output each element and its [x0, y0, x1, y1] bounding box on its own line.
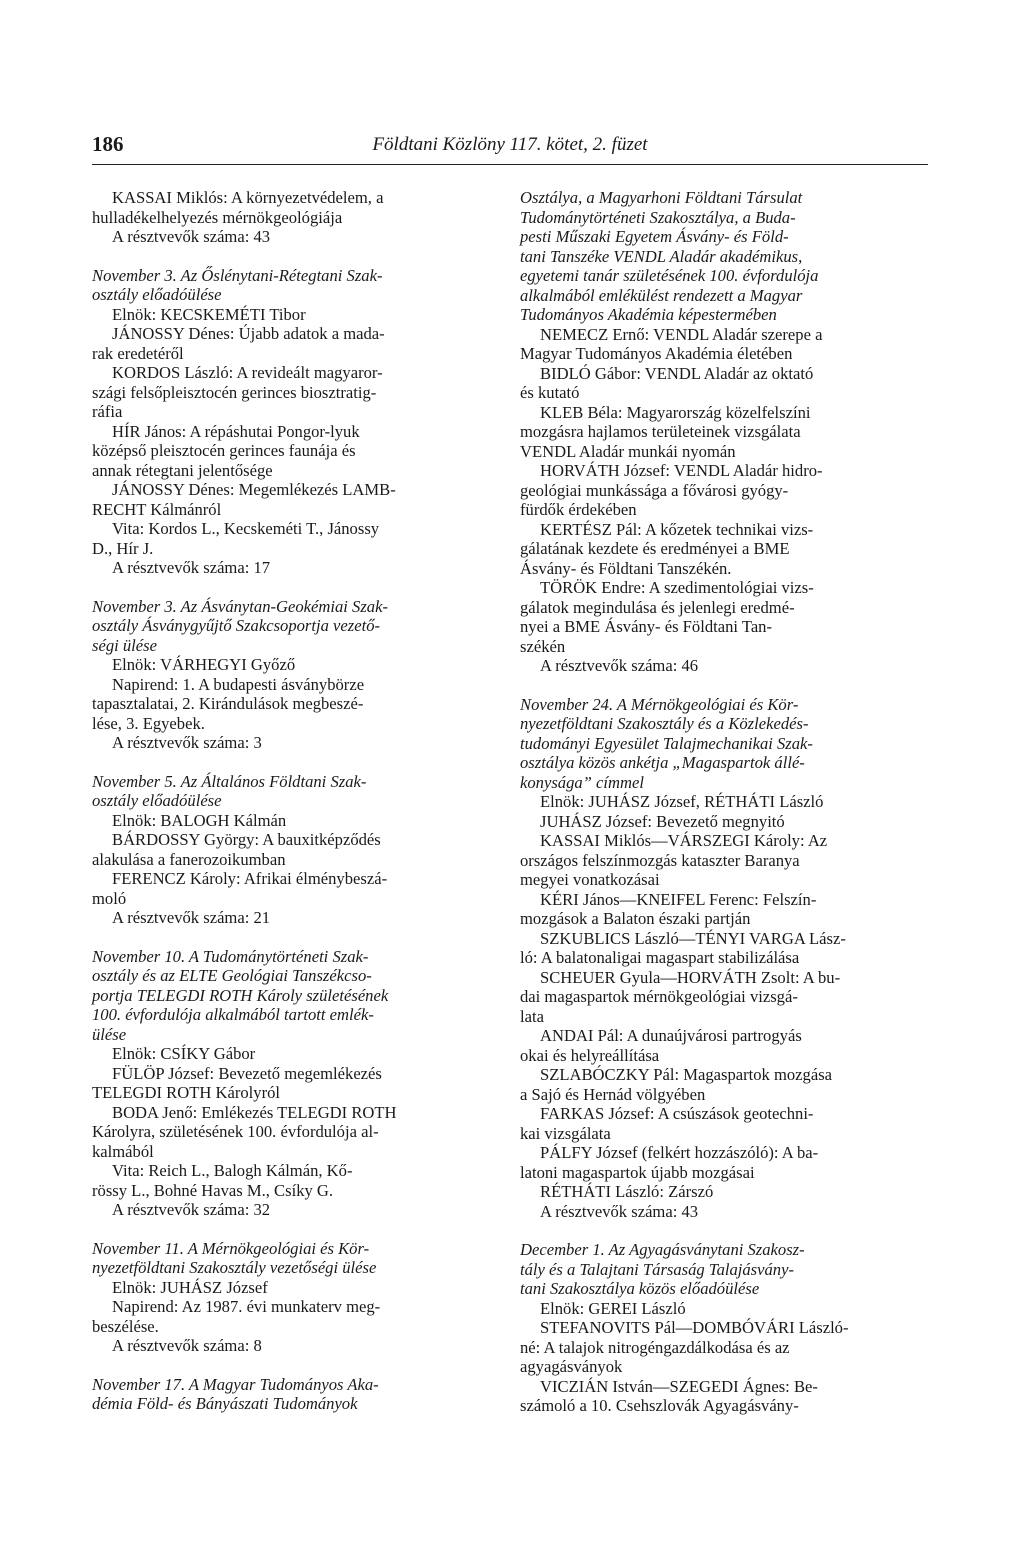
event-heading-line: osztály és az ELTE Geológiai Tanszékcso- [92, 966, 372, 985]
text-line: TÖRÖK Endre: A szedimentológiai vizs- [540, 578, 814, 597]
text-line: BODA Jenő: Emlékezés TELEGDI ROTH [112, 1102, 397, 1122]
text-line: NEMECZ Ernő: VENDL Aladár szerepe a [540, 324, 823, 344]
text-line: A résztvevők száma: 46 [540, 656, 699, 675]
text-line: Napirend: 1. A budapesti ásványbörze [112, 674, 365, 694]
entry-spacer [92, 578, 500, 597]
entry-spacer [92, 247, 500, 266]
text-line: megyei vonatkozásai [520, 870, 660, 889]
text-line: gálatának kezdete és eredményei a BME [520, 539, 790, 558]
event-heading-line: osztálya közös ankétja „Magaspartok állé- [520, 753, 805, 772]
text-line: alakulása a fanerozoikumban [92, 849, 286, 869]
right-column [520, 188, 928, 1416]
event-heading-line: December 1. Az Agyagásványtani Szakosz- [520, 1240, 805, 1259]
text-line: Elnök: BALOGH Kálmán [112, 810, 287, 830]
event-heading-line: pesti Műszaki Egyetem Ásvány- és Föld- [520, 227, 789, 246]
event-heading-line: Osztálya, a Magyarhoni Földtani Társulat [520, 188, 803, 207]
event-heading-line: tály és a Talajtani Társaság Talajásvány- [520, 1259, 794, 1279]
event-heading-line: ülése [92, 1024, 127, 1044]
text-line: annak rétegtani jelentősége [92, 460, 273, 480]
text-line: latoni magaspartok újabb mozgásai [520, 1162, 755, 1182]
event-heading-line: nyezetföldtani Szakosztály és a Közlekedés- [520, 714, 809, 733]
text-line: Elnök: JUHÁSZ József [112, 1277, 268, 1297]
text-line: HÍR János: A répáshutai Pongor-lyuk [112, 421, 360, 441]
text-line: KASSAI Miklós: A környezetvédelem, a [112, 188, 384, 207]
text-line: FÜLÖP József: Bevezető megemlékezés [112, 1063, 382, 1083]
text-line: JÁNOSSY Dénes: Újabb adatok a mada- [112, 324, 385, 343]
text-line: STEFANOVITS Pál—DOMBÓVÁRI László- [540, 1318, 849, 1337]
text-line: és kutató [520, 383, 580, 402]
text-line: KÉRI János—KNEIFEL Ferenc: Felszín- [540, 889, 817, 909]
text-line: A résztvevők száma: 21 [112, 908, 271, 927]
event-heading-line: 100. évfordulója alkalmából tartott emlék- [92, 1005, 374, 1024]
text-line: ráfia [92, 402, 123, 421]
text-line: Elnök: CSÍKY Gábor [112, 1044, 256, 1063]
text-line: moló [92, 888, 127, 908]
event-heading-line: November 10. A Tudománytörténeti Szak- [92, 946, 369, 966]
entry-spacer [92, 928, 500, 947]
event-heading-line: démia Föld- és Bányászati Tudományok [92, 1394, 358, 1413]
text-line: A résztvevők száma: 8 [112, 1336, 262, 1355]
text-line: dai magaspartok mérnökgeológiai vizsgá- [520, 987, 798, 1006]
event-heading-line: tudományi Egyesület Talajmechanikai Szak- [520, 733, 813, 753]
text-line: szági felsőpleisztocén gerinces biosztratig- [92, 382, 377, 402]
entry-spacer [92, 1356, 500, 1375]
text-line: ló: A balatonaligai magaspart stabilizálása [520, 948, 800, 967]
text-line: RÉTHÁTI László: Zárszó [540, 1182, 714, 1201]
text-line: HORVÁTH József: VENDL Aladár hidro- [540, 461, 823, 480]
text-line: KLEB Béla: Magyarország közelfelszíni [540, 402, 811, 422]
text-line: Károlyra, születésének 100. évfordulója al- [92, 1122, 379, 1141]
text-line: agyagásványok [520, 1357, 623, 1376]
text-line: fürdők érdekében [520, 500, 637, 519]
text-line: Elnök: VÁRHEGYI Győző [112, 655, 296, 674]
text-line: számoló a 10. Csehszlovák Agyagásvány- [520, 1396, 799, 1415]
entry-spacer [520, 676, 928, 695]
text-line: lése, 3. Egyebek. [92, 713, 205, 733]
event-heading-line: tani Tanszéke VENDL Aladár akadémikus, [520, 246, 803, 266]
text-line: Magyar Tudományos Akadémia életében [520, 344, 793, 363]
event-heading-line: tani Szakosztálya közös előadóülése [520, 1279, 760, 1298]
text-line: SCHEUER Gyula—HORVÁTH Zsolt: A bu- [540, 967, 841, 987]
text-line: JÁNOSSY Dénes: Megemlékezés LAMB- [112, 480, 396, 499]
text-line: Elnök: KECSKEMÉTI Tibor [112, 304, 306, 324]
text-line: PÁLFY József (felkért hozzászóló): A ba- [540, 1143, 819, 1162]
event-heading-line: November 24. A Mérnökgeológiai és Kör- [520, 694, 799, 714]
event-heading-line: November 3. Az Ásványtan-Geokémiai Szak- [92, 596, 388, 616]
text-line: kalmából [92, 1141, 154, 1161]
event-heading-line: osztály előadóülése [92, 791, 222, 810]
text-line: A résztvevők száma: 3 [112, 733, 262, 752]
text-line: a Sajó és Hernád völgyében [520, 1084, 706, 1104]
text-line: KERTÉSZ Pál: A kőzetek technikai vizs- [540, 519, 814, 539]
entry-spacer [92, 1220, 500, 1239]
event-heading-line: alkalmából emlékülést rendezett a Magyar [520, 285, 803, 305]
text-line: Vita: Reich L., Balogh Kálmán, Kő- [112, 1161, 353, 1180]
page-number: 186 [92, 132, 124, 156]
text-line: hulladékelhelyezés mérnökgeológiája [92, 207, 343, 227]
text-line: okai és helyreállítása [520, 1045, 660, 1065]
text-line: A résztvevők száma: 32 [112, 1200, 271, 1219]
text-line: lata [520, 1006, 544, 1026]
text-line: Elnök: GEREI László [540, 1298, 686, 1318]
event-heading-line: nyezetföldtani Szakosztály vezetőségi ülése [92, 1258, 377, 1277]
event-heading-line: November 11. A Mérnökgeológiai és Kör- [92, 1238, 370, 1258]
text-line: beszélése. [92, 1316, 159, 1336]
text-line: né: A talajok nitrogéngazdálkodása és az [520, 1337, 790, 1357]
event-heading-line: konysága” címmel [520, 772, 644, 792]
text-line: mozgásra hajlamos területeinek vizsgálata [520, 422, 801, 441]
text-line: BÁRDOSSY György: A bauxitképződés [112, 830, 381, 849]
text-line: nyei a BME Ásvány- és Földtani Tan- [520, 617, 773, 636]
text-line: D., Hír J. [92, 538, 154, 558]
text-line: gálatok megindulása és jelenlegi eredmé- [520, 597, 795, 617]
text-line: FERENCZ Károly: Afrikai élménybeszá- [112, 869, 388, 888]
entry-spacer [520, 1221, 928, 1240]
text-line: VENDL Aladár munkái nyomán [520, 441, 736, 461]
text-line: TELEGDI ROTH Károlyról [92, 1083, 281, 1102]
event-heading-line: osztály előadóülése [92, 285, 222, 304]
event-heading-line: November 3. Az Őslénytani-Rétegtani Szak- [92, 265, 383, 285]
event-heading-line: portja TELEGDI ROTH Károly születésének [92, 985, 389, 1005]
text-line: KASSAI Miklós—VÁRSZEGI Károly: Az [540, 831, 828, 850]
text-line: Ásvány- és Földtani Tanszékén. [520, 558, 732, 578]
text-line: középső pleisztocén gerinces faunája és [92, 441, 356, 460]
event-heading-line: egyetemi tanár születésének 100. évfordulója [520, 266, 819, 285]
event-heading-line: ségi ülése [92, 635, 157, 655]
text-line: ANDAI Pál: A dunaújvárosi partrogyás [540, 1026, 802, 1045]
text-line: SZLABÓCZKY Pál: Magaspartok mozgása [540, 1065, 833, 1084]
text-line: FARKAS József: A csúszások geotechni- [540, 1104, 814, 1123]
text-line: A résztvevők száma: 43 [540, 1201, 699, 1221]
text-line: RECHT Kálmánról [92, 499, 222, 519]
text-line: országos felszínmozgás kataszter Baranya [520, 850, 800, 870]
text-line: KORDOS László: A revideált magyaror- [112, 363, 383, 382]
text-line: rak eredetéről [92, 343, 184, 363]
text-line: A résztvevők száma: 17 [112, 558, 271, 577]
event-heading-line: Tudománytörténeti Szakosztálya, a Buda- [520, 207, 796, 227]
running-title: Földtani Közlöny 117. kötet, 2. füzet [372, 134, 648, 155]
text-line: székén [520, 636, 566, 656]
text-line: geológiai munkássága a fővárosi gyógy- [520, 480, 789, 500]
text-line: A résztvevők száma: 43 [112, 227, 271, 246]
text-line: Napirend: Az 1987. évi munkaterv meg- [112, 1297, 381, 1316]
text-line: tapasztalatai, 2. Kirándulások megbeszé- [92, 694, 364, 713]
text-line: BIDLÓ Gábor: VENDL Aladár az oktató [540, 363, 814, 383]
event-heading-line: osztály Ásványgyűjtő Szakcsoportja vezető- [92, 616, 381, 635]
page-header [92, 124, 928, 165]
text-line: SZKUBLICS László—TÉNYI VARGA Lász- [540, 928, 846, 948]
text-line: kai vizsgálata [520, 1123, 611, 1143]
text-line: JUHÁSZ József: Bevezető megnyitó [540, 811, 785, 831]
event-heading-line: November 17. A Magyar Tudományos Aka- [92, 1374, 379, 1394]
event-heading-line: November 5. Az Általános Földtani Szak- [92, 771, 367, 791]
text-line: rössy L., Bohné Havas M., Csíky G. [92, 1180, 334, 1200]
text-line: Elnök: JUHÁSZ József, RÉTHÁTI László [540, 792, 824, 811]
event-heading-line: Tudományos Akadémia képestermében [520, 305, 777, 324]
text-line: VICZIÁN István—SZEGEDI Ágnes: Be- [540, 1376, 818, 1396]
text-line: Vita: Kordos L., Kecskeméti T., Jánossy [112, 519, 380, 538]
left-column [92, 188, 500, 1414]
entry-spacer [92, 753, 500, 772]
text-line: mozgások a Balaton északi partján [520, 909, 751, 928]
